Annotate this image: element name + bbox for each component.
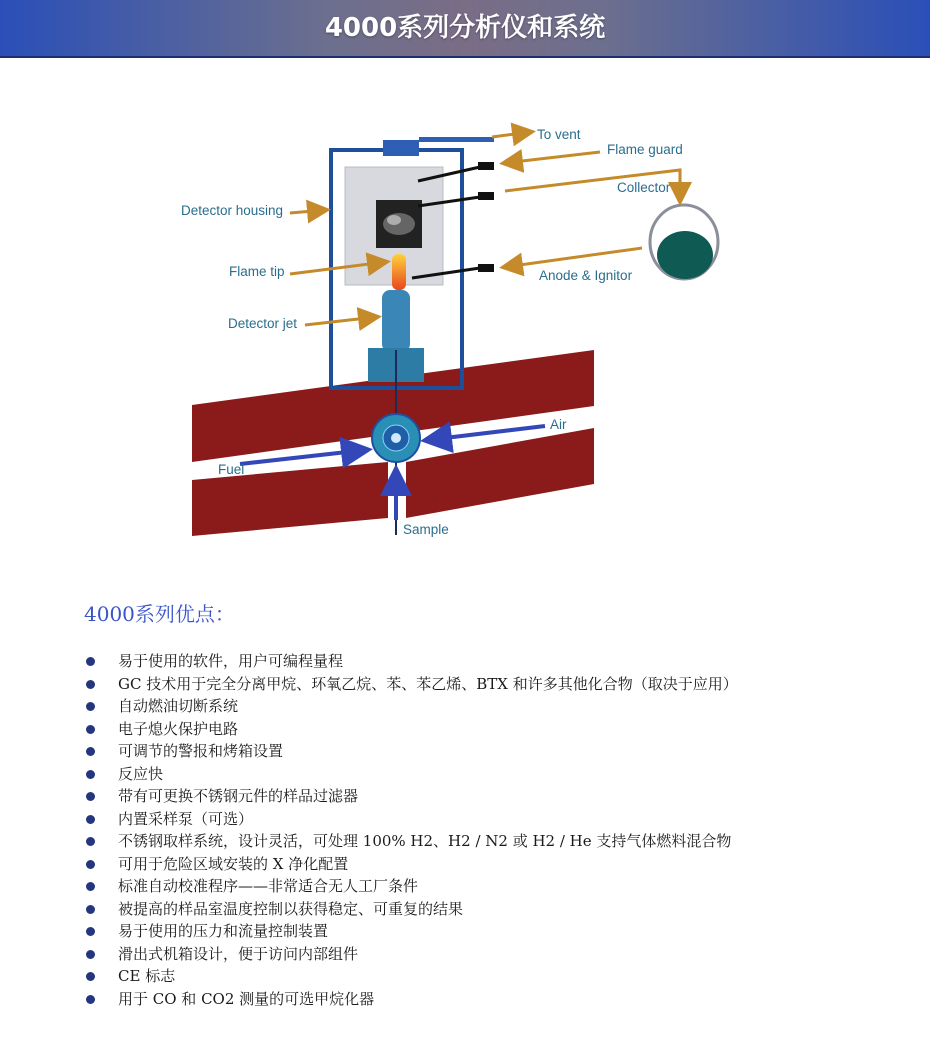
advantage-text: 带有可更换不锈钢元件的样品过滤器 <box>118 787 359 805</box>
advantage-item <box>84 988 738 1011</box>
bullet-icon <box>86 950 95 959</box>
advantage-item <box>84 875 738 898</box>
advantage-item <box>84 808 738 831</box>
label-flame-tip: Flame tip <box>229 264 285 279</box>
advantage-text: 标准自动校准程序——非常适合无人工厂条件 <box>118 877 419 895</box>
label-sample: Sample <box>403 522 449 537</box>
advantage-item <box>84 740 738 763</box>
bullet-icon <box>86 882 95 891</box>
advantage-item <box>84 830 738 853</box>
advantage-item <box>84 695 738 718</box>
advantage-text: 反应快 <box>118 764 164 783</box>
advantage-text: 内置采样泵（可选） <box>118 809 254 828</box>
advantage-item <box>84 673 738 696</box>
advantage-text: 自动燃油切断系统 <box>118 697 239 715</box>
bullet-icon <box>86 860 95 869</box>
advantage-text: GC 技术用于完全分离甲烷、环氧乙烷、苯、苯乙烯、BTX 和许多其他化合物（取决于应用） <box>118 674 738 693</box>
fid-detector-diagram <box>180 110 740 540</box>
vent-tube <box>383 140 419 156</box>
advantage-text: 被提高的样品室温度控制以获得稳定、可重复的结果 <box>118 899 464 918</box>
label-fuel: Fuel <box>218 462 245 477</box>
advantage-item <box>84 763 738 786</box>
flame-tip <box>392 254 406 290</box>
bullet-icon <box>86 725 95 734</box>
advantage-text: 易于使用的软件，用户可编程量程 <box>118 652 344 670</box>
bullet-icon <box>86 972 95 981</box>
bullet-icon <box>86 995 95 1004</box>
advantage-text: 可调节的警报和烤箱设置 <box>118 742 284 760</box>
bullet-icon <box>86 905 95 914</box>
air-arrow <box>428 426 545 440</box>
label-to-vent: To vent <box>537 127 581 142</box>
bullet-icon <box>86 927 95 936</box>
detector-housing-arrow <box>290 210 325 213</box>
bullet-icon <box>86 815 95 824</box>
advantage-item <box>84 943 738 966</box>
lower-right-block <box>406 428 594 518</box>
advantages-list <box>84 650 738 1010</box>
label-anode-ignitor: Anode & Ignitor <box>539 268 633 283</box>
bullet-icon <box>86 792 95 801</box>
label-detector-jet: Detector jet <box>228 316 298 331</box>
bullet-icon <box>86 747 95 756</box>
flame-guard-arrow <box>505 152 600 163</box>
label-detector-housing: Detector housing <box>181 203 284 218</box>
detector-jet <box>382 290 410 352</box>
bullet-icon <box>86 837 95 846</box>
bullet-icon <box>86 702 95 711</box>
advantage-text: 用于 CO 和 CO2 测量的可选甲烷化器 <box>118 989 375 1008</box>
page-title: 4000系列分析仪和系统 <box>324 13 606 43</box>
bullet-icon <box>86 770 95 779</box>
bullet-icon <box>86 657 95 666</box>
detector-jet-arrow <box>305 317 376 325</box>
advantage-text: 可用于危险区域安装的 X 净化配置 <box>118 854 349 873</box>
bullet-icon <box>86 680 95 689</box>
advantage-text: 易于使用的压力和流量控制装置 <box>118 922 329 940</box>
to-vent-arrow <box>492 132 530 137</box>
advantage-item <box>84 898 738 921</box>
label-flame-guard: Flame guard <box>607 142 683 157</box>
advantage-text: 滑出式机箱设计，便于访问内部组件 <box>118 944 359 963</box>
label-collector: Collector <box>617 180 671 195</box>
advantage-item <box>84 718 738 741</box>
advantage-item <box>84 965 738 988</box>
advantage-text: 不锈钢取样系统，设计灵活，可处理 100% H2、H2 / N2 或 H2 / He 支持气体燃料混合物 <box>118 832 732 850</box>
label-air: Air <box>550 417 567 432</box>
advantage-item <box>84 785 738 808</box>
advantage-text: CE 标志 <box>118 967 176 985</box>
advantage-item <box>84 920 738 943</box>
advantages-heading: 4000系列优点： <box>84 602 235 626</box>
advantage-text: 电子熄火保护电路 <box>118 719 239 738</box>
advantage-item <box>84 853 738 876</box>
anode-ignitor-arrow <box>505 248 642 267</box>
advantage-item <box>84 650 738 673</box>
